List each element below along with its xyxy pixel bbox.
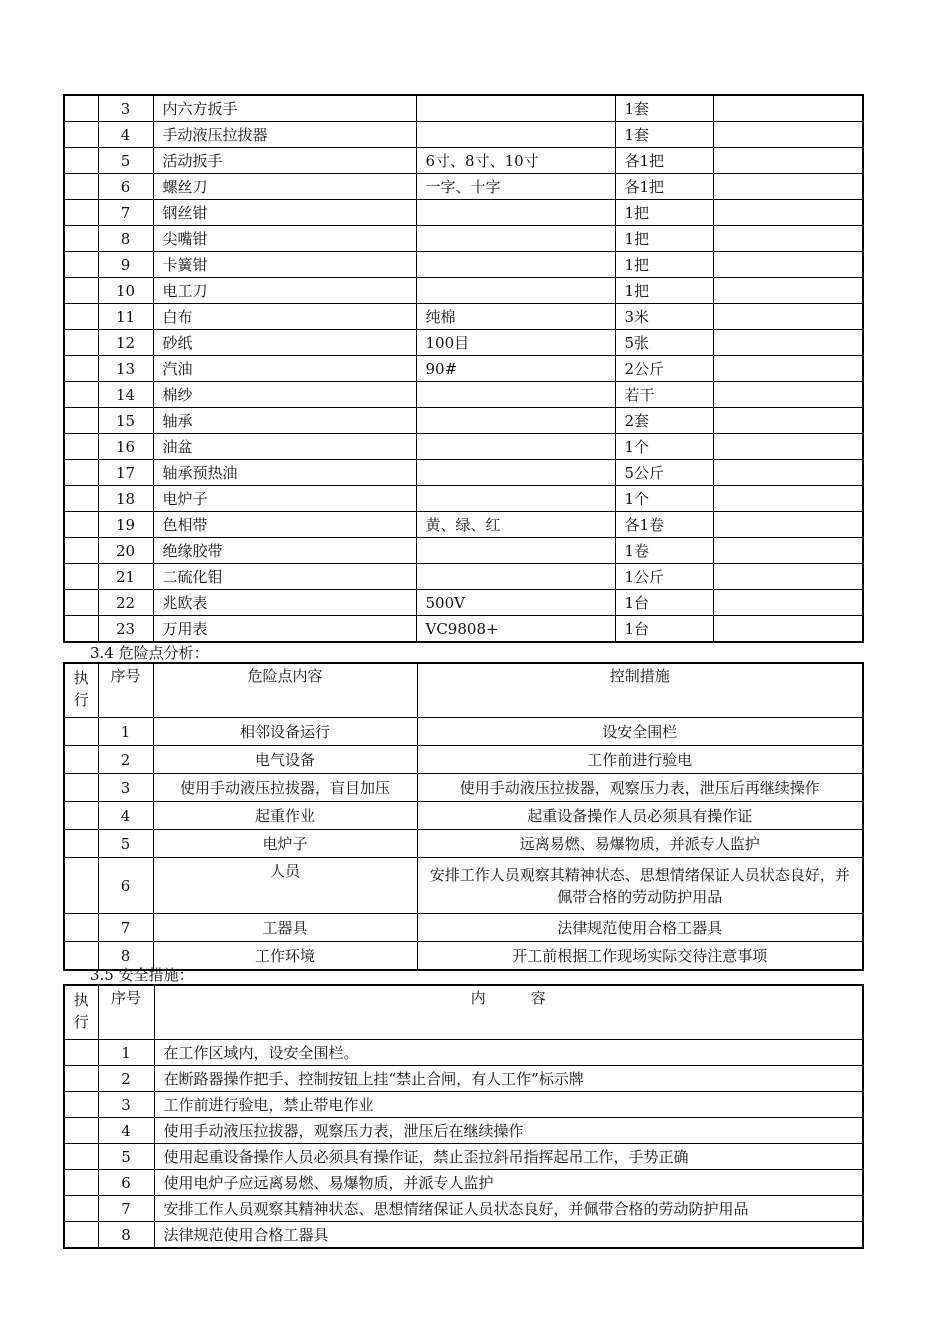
exec-cell bbox=[64, 718, 98, 746]
risk-row bbox=[64, 718, 863, 746]
tool-qty: 若干 bbox=[615, 382, 713, 408]
tool-row bbox=[64, 590, 863, 616]
header-no: 序号 bbox=[98, 663, 153, 718]
risk-no: 6 bbox=[98, 858, 153, 914]
tool-name: 电炉子 bbox=[153, 486, 416, 512]
safety-no: 8 bbox=[98, 1222, 154, 1249]
tool-spec bbox=[416, 252, 615, 278]
risk-no: 8 bbox=[98, 942, 153, 971]
tool-row bbox=[64, 278, 863, 304]
tool-spec bbox=[416, 564, 615, 590]
exec-cell bbox=[64, 858, 98, 914]
control-measure: 使用手动液压拉拔器，观察压力表，泄压后再继续操作 bbox=[417, 774, 863, 802]
tool-note bbox=[713, 408, 863, 434]
tool-qty: 1个 bbox=[615, 434, 713, 460]
tool-spec bbox=[416, 382, 615, 408]
tool-spec: 黄、绿、红 bbox=[416, 512, 615, 538]
exec-cell bbox=[64, 252, 98, 278]
exec-cell bbox=[64, 278, 98, 304]
tool-note bbox=[713, 512, 863, 538]
tool-note bbox=[713, 356, 863, 382]
control-measure: 法律规范使用合格工器具 bbox=[417, 914, 863, 942]
risk-row bbox=[64, 858, 863, 914]
tool-no: 18 bbox=[98, 486, 153, 512]
tool-qty: 1台 bbox=[615, 590, 713, 616]
safety-no: 2 bbox=[98, 1066, 154, 1092]
exec-cell bbox=[64, 802, 98, 830]
tool-spec: 纯棉 bbox=[416, 304, 615, 330]
safety-content: 使用起重设备操作人员必须具有操作证，禁止歪拉斜吊指挥起吊工作，手势正确 bbox=[154, 1144, 863, 1170]
risk-row bbox=[64, 746, 863, 774]
exec-cell bbox=[64, 1144, 98, 1170]
tool-no: 21 bbox=[98, 564, 153, 590]
exec-cell bbox=[64, 1222, 98, 1249]
tool-qty: 各1把 bbox=[615, 174, 713, 200]
control-measure: 开工前根据工作现场实际交待注意事项 bbox=[417, 942, 863, 971]
tool-note bbox=[713, 226, 863, 252]
section-title-risk-analysis: 3.4 危险点分析： bbox=[90, 644, 209, 662]
safety-row bbox=[64, 1222, 863, 1249]
control-measure: 安排工作人员观察其精神状态、思想情绪保证人员状态良好，并佩带合格的劳动防护用品 bbox=[417, 858, 863, 914]
tool-qty: 1把 bbox=[615, 252, 713, 278]
safety-row bbox=[64, 1196, 863, 1222]
tool-row bbox=[64, 330, 863, 356]
tool-spec: VC9808+ bbox=[416, 616, 615, 643]
tool-row bbox=[64, 122, 863, 148]
tool-spec: 一字、十字 bbox=[416, 174, 615, 200]
tool-row bbox=[64, 304, 863, 330]
risk-content: 人员 bbox=[153, 858, 417, 914]
risk-content: 起重作业 bbox=[153, 802, 417, 830]
tool-no: 19 bbox=[98, 512, 153, 538]
tool-no: 13 bbox=[98, 356, 153, 382]
tool-note bbox=[713, 200, 863, 226]
tool-row bbox=[64, 460, 863, 486]
tool-qty: 1卷 bbox=[615, 538, 713, 564]
tool-name: 白布 bbox=[153, 304, 416, 330]
tool-spec: 500V bbox=[416, 590, 615, 616]
tool-name: 油盆 bbox=[153, 434, 416, 460]
tool-no: 3 bbox=[98, 95, 153, 122]
risk-no: 1 bbox=[98, 718, 153, 746]
tool-note bbox=[713, 304, 863, 330]
tool-note bbox=[713, 330, 863, 356]
safety-header-row bbox=[64, 985, 863, 1040]
tool-note bbox=[713, 122, 863, 148]
tool-note bbox=[713, 616, 863, 643]
tool-no: 8 bbox=[98, 226, 153, 252]
exec-cell bbox=[64, 512, 98, 538]
tool-name: 螺丝刀 bbox=[153, 174, 416, 200]
tool-qty: 各1把 bbox=[615, 148, 713, 174]
safety-content: 在断路器操作把手、控制按钮上挂“禁止合闸，有人工作”标示牌 bbox=[154, 1066, 863, 1092]
tool-no: 5 bbox=[98, 148, 153, 174]
safety-row bbox=[64, 1144, 863, 1170]
tool-row bbox=[64, 408, 863, 434]
tool-row bbox=[64, 95, 863, 122]
safety-row bbox=[64, 1040, 863, 1066]
tool-row bbox=[64, 200, 863, 226]
tool-name: 内六方扳手 bbox=[153, 95, 416, 122]
tool-note bbox=[713, 538, 863, 564]
risk-no: 3 bbox=[98, 774, 153, 802]
tool-row bbox=[64, 382, 863, 408]
tool-row bbox=[64, 356, 863, 382]
tool-name: 轴承 bbox=[153, 408, 416, 434]
control-measure: 远离易燃、易爆物质，并派专人监护 bbox=[417, 830, 863, 858]
tool-no: 10 bbox=[98, 278, 153, 304]
safety-no: 3 bbox=[98, 1092, 154, 1118]
exec-cell bbox=[64, 460, 98, 486]
tool-qty: 各1卷 bbox=[615, 512, 713, 538]
risk-row bbox=[64, 802, 863, 830]
tool-row bbox=[64, 564, 863, 590]
tool-name: 砂纸 bbox=[153, 330, 416, 356]
control-measure: 起重设备操作人员必须具有操作证 bbox=[417, 802, 863, 830]
tool-row bbox=[64, 252, 863, 278]
risk-content: 工器具 bbox=[153, 914, 417, 942]
risk-header-row bbox=[64, 663, 863, 718]
exec-cell bbox=[64, 1170, 98, 1196]
tool-row bbox=[64, 616, 863, 643]
tool-qty: 1套 bbox=[615, 122, 713, 148]
exec-cell bbox=[64, 774, 98, 802]
tool-spec bbox=[416, 408, 615, 434]
tool-qty: 1把 bbox=[615, 226, 713, 252]
tool-no: 14 bbox=[98, 382, 153, 408]
tool-no: 22 bbox=[98, 590, 153, 616]
exec-cell bbox=[64, 122, 98, 148]
safety-row bbox=[64, 1092, 863, 1118]
exec-cell bbox=[64, 1118, 98, 1144]
exec-cell bbox=[64, 746, 98, 774]
tool-qty: 1把 bbox=[615, 278, 713, 304]
exec-cell bbox=[64, 148, 98, 174]
exec-cell bbox=[64, 590, 98, 616]
tool-no: 6 bbox=[98, 174, 153, 200]
risk-row bbox=[64, 914, 863, 942]
risk-content: 使用手动液压拉拔器，盲目加压 bbox=[153, 774, 417, 802]
risk-no: 7 bbox=[98, 914, 153, 942]
safety-content: 安排工作人员观察其精神状态、思想情绪保证人员状态良好，并佩带合格的劳动防护用品 bbox=[154, 1196, 863, 1222]
exec-cell bbox=[64, 174, 98, 200]
header-exec: 执 行 bbox=[64, 663, 98, 718]
tool-no: 15 bbox=[98, 408, 153, 434]
control-measure: 设安全围栏 bbox=[417, 718, 863, 746]
tool-note bbox=[713, 486, 863, 512]
control-measure: 工作前进行验电 bbox=[417, 746, 863, 774]
risk-analysis-table bbox=[63, 662, 864, 971]
tool-row bbox=[64, 486, 863, 512]
exec-cell bbox=[64, 304, 98, 330]
tool-note bbox=[713, 460, 863, 486]
tool-qty: 1台 bbox=[615, 616, 713, 643]
safety-row bbox=[64, 1170, 863, 1196]
risk-row bbox=[64, 830, 863, 858]
risk-no: 2 bbox=[98, 746, 153, 774]
exec-cell bbox=[64, 1196, 98, 1222]
exec-cell bbox=[64, 434, 98, 460]
tool-name: 万用表 bbox=[153, 616, 416, 643]
safety-content: 工作前进行验电，禁止带电作业 bbox=[154, 1092, 863, 1118]
tool-qty: 2套 bbox=[615, 408, 713, 434]
exec-cell bbox=[64, 616, 98, 643]
tool-name: 轴承预热油 bbox=[153, 460, 416, 486]
tool-qty: 1把 bbox=[615, 200, 713, 226]
safety-no: 1 bbox=[98, 1040, 154, 1066]
section-title-safety-measures: 3.5 安全措施： bbox=[90, 966, 194, 984]
tool-note bbox=[713, 252, 863, 278]
tool-note bbox=[713, 382, 863, 408]
tool-spec bbox=[416, 486, 615, 512]
exec-cell bbox=[64, 330, 98, 356]
tool-note bbox=[713, 590, 863, 616]
safety-no: 6 bbox=[98, 1170, 154, 1196]
header-exec: 执 行 bbox=[64, 985, 98, 1040]
safety-row bbox=[64, 1066, 863, 1092]
tool-name: 活动扳手 bbox=[153, 148, 416, 174]
tool-name: 色相带 bbox=[153, 512, 416, 538]
tools-table bbox=[63, 94, 864, 643]
tool-no: 12 bbox=[98, 330, 153, 356]
tool-row bbox=[64, 434, 863, 460]
tool-row bbox=[64, 226, 863, 252]
tool-no: 7 bbox=[98, 200, 153, 226]
tool-note bbox=[713, 434, 863, 460]
tool-no: 23 bbox=[98, 616, 153, 643]
header-no: 序号 bbox=[98, 985, 154, 1040]
tool-name: 尖嘴钳 bbox=[153, 226, 416, 252]
safety-row bbox=[64, 1118, 863, 1144]
risk-row bbox=[64, 774, 863, 802]
tool-name: 汽油 bbox=[153, 356, 416, 382]
tool-spec: 90# bbox=[416, 356, 615, 382]
tool-row bbox=[64, 512, 863, 538]
tool-no: 17 bbox=[98, 460, 153, 486]
tool-name: 电工刀 bbox=[153, 278, 416, 304]
header-risk-content: 危险点内容 bbox=[153, 663, 417, 718]
tool-spec bbox=[416, 460, 615, 486]
tool-no: 16 bbox=[98, 434, 153, 460]
safety-content: 法律规范使用合格工器具 bbox=[154, 1222, 863, 1249]
tool-spec: 100目 bbox=[416, 330, 615, 356]
safety-content: 在工作区域内，设安全围栏。 bbox=[154, 1040, 863, 1066]
tool-note bbox=[713, 148, 863, 174]
tool-qty: 2公斤 bbox=[615, 356, 713, 382]
tool-row bbox=[64, 538, 863, 564]
tool-qty: 1个 bbox=[615, 486, 713, 512]
exec-cell bbox=[64, 408, 98, 434]
safety-measures-table bbox=[63, 984, 864, 1249]
tool-no: 9 bbox=[98, 252, 153, 278]
exec-cell bbox=[64, 486, 98, 512]
tool-row bbox=[64, 148, 863, 174]
tool-spec bbox=[416, 95, 615, 122]
exec-cell bbox=[64, 1092, 98, 1118]
exec-cell bbox=[64, 830, 98, 858]
tool-row bbox=[64, 174, 863, 200]
tool-qty: 5公斤 bbox=[615, 460, 713, 486]
tool-qty: 5张 bbox=[615, 330, 713, 356]
safety-no: 4 bbox=[98, 1118, 154, 1144]
risk-content: 电炉子 bbox=[153, 830, 417, 858]
tool-name: 卡簧钳 bbox=[153, 252, 416, 278]
tool-spec bbox=[416, 200, 615, 226]
tool-qty: 1套 bbox=[615, 95, 713, 122]
tool-name: 绝缘胶带 bbox=[153, 538, 416, 564]
tool-name: 二硫化钼 bbox=[153, 564, 416, 590]
tool-name: 手动液压拉拔器 bbox=[153, 122, 416, 148]
tool-note bbox=[713, 95, 863, 122]
safety-content: 使用手动液压拉拔器，观察压力表，泄压后在继续操作 bbox=[154, 1118, 863, 1144]
tool-name: 棉纱 bbox=[153, 382, 416, 408]
tool-spec bbox=[416, 538, 615, 564]
tool-note bbox=[713, 278, 863, 304]
safety-no: 7 bbox=[98, 1196, 154, 1222]
tool-qty: 3米 bbox=[615, 304, 713, 330]
header-content: 内 容 bbox=[154, 985, 863, 1040]
risk-no: 5 bbox=[98, 830, 153, 858]
tool-note bbox=[713, 564, 863, 590]
tool-note bbox=[713, 174, 863, 200]
exec-cell bbox=[64, 226, 98, 252]
safety-no: 5 bbox=[98, 1144, 154, 1170]
header-control-measure: 控制措施 bbox=[417, 663, 863, 718]
tool-spec bbox=[416, 434, 615, 460]
tool-spec: 6寸、8寸、10寸 bbox=[416, 148, 615, 174]
risk-content: 工作环境 bbox=[153, 942, 417, 971]
exec-cell bbox=[64, 95, 98, 122]
exec-cell bbox=[64, 382, 98, 408]
exec-cell bbox=[64, 200, 98, 226]
tool-name: 兆欧表 bbox=[153, 590, 416, 616]
risk-no: 4 bbox=[98, 802, 153, 830]
exec-cell bbox=[64, 1066, 98, 1092]
tool-no: 11 bbox=[98, 304, 153, 330]
exec-cell bbox=[64, 1040, 98, 1066]
exec-cell bbox=[64, 356, 98, 382]
tool-spec bbox=[416, 226, 615, 252]
exec-cell bbox=[64, 914, 98, 942]
risk-content: 相邻设备运行 bbox=[153, 718, 417, 746]
tool-qty: 1公斤 bbox=[615, 564, 713, 590]
tool-no: 4 bbox=[98, 122, 153, 148]
tool-spec bbox=[416, 122, 615, 148]
tool-spec bbox=[416, 278, 615, 304]
tool-name: 钢丝钳 bbox=[153, 200, 416, 226]
exec-cell bbox=[64, 538, 98, 564]
tool-no: 20 bbox=[98, 538, 153, 564]
safety-content: 使用电炉子应远离易燃、易爆物质，并派专人监护 bbox=[154, 1170, 863, 1196]
risk-content: 电气设备 bbox=[153, 746, 417, 774]
exec-cell bbox=[64, 564, 98, 590]
